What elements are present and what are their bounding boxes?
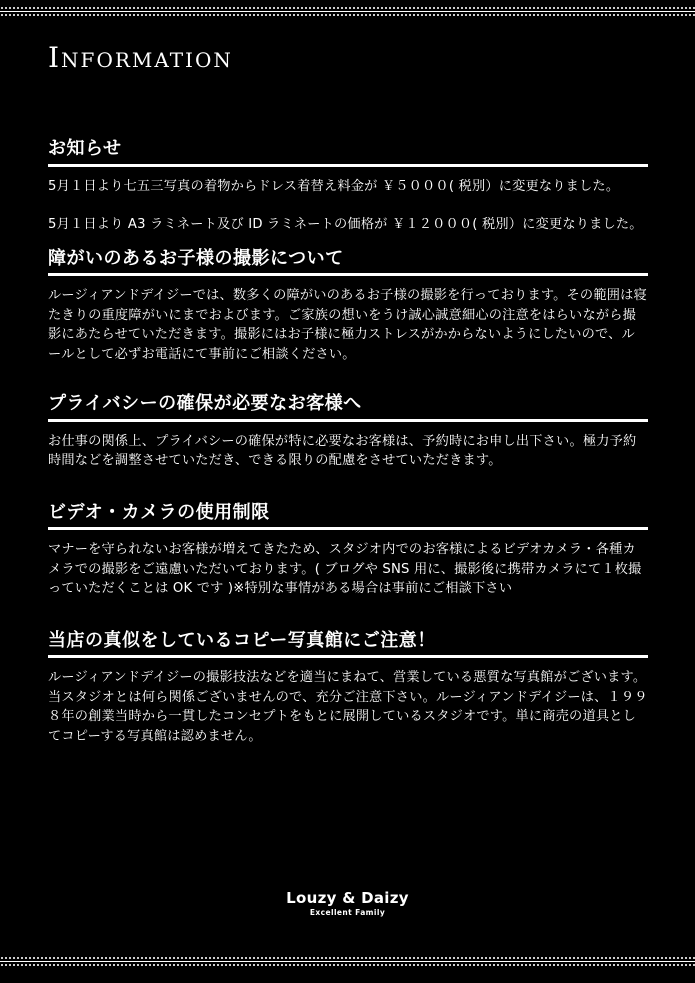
top-solid-line — [0, 11, 695, 12]
section-disabled-children — [48, 248, 648, 365]
section-heading: ビデオ・カメラの使用制限 — [48, 502, 648, 531]
bottom-dotted-line-2 — [0, 964, 695, 966]
section-paragraph: マナーを守られないお客様が増えてきたため、スタジオ内でのお客様によるビデオカメラ・各種カメラでの撮影をご遠慮いただいております。( ブログや SNS 用に、撮影後に携帯カメラにて１枚撮っていただくことは OK です )※特別な事情がある場合は事前にご相談下さい — [48, 542, 642, 597]
section-paragraph: 5月１日より七五三写真の着物からドレス着替え料金が ￥５０００( 税別）に変更なりました。 — [48, 178, 620, 194]
top-dotted-line-2 — [0, 14, 695, 16]
section-notice — [48, 138, 648, 235]
section-copycat-warning — [48, 630, 648, 747]
top-dotted-line-1 — [0, 7, 695, 9]
section-paragraph: 5月１日より A3 ラミネート及び ID ラミネートの価格が ￥１２０００( 税別）に変更なりました。 — [48, 217, 643, 233]
bottom-dotted-line-1 — [0, 957, 695, 959]
section-paragraph: ルージィアンドデイジーの撮影技法などを適当にまねて、営業している悪質な写真館がございます。当スタジオとは何ら関係ございませんので、充分ご注意下さい。ルージィアンドデイジーは、１９９８年の創業当時から一貫したコンセプトをもとに展開しているスタジオです。単に商売の道具としてコピーする写真館は認めません。 — [48, 670, 648, 744]
section-heading: お知らせ — [48, 138, 648, 167]
section-paragraph: ルージィアンドデイジーでは、数多くの障がいのあるお子様の撮影を行っております。その範囲は寝たきりの重度障がいにまでおよびます。ご家族の想いをうけ誠心誠意細心の注意をはらいながら撮影にあたらせていただきます。撮影にはお子様に極力ストレスがかからないようにしたいので、ルールとして必ずお電話にて事前にご相談ください。 — [48, 288, 647, 362]
section-privacy — [48, 393, 648, 471]
section-camera-restriction — [48, 502, 648, 599]
logo-sub-text: Excellent Family — [309, 908, 386, 917]
top-dotted-border — [0, 0, 695, 22]
bottom-dotted-border — [0, 952, 695, 974]
brand-logo — [0, 889, 695, 918]
logo-main-text: Louzy & Daizy — [286, 889, 409, 907]
bottom-solid-line — [0, 961, 695, 962]
section-heading: 障がいのあるお子様の撮影について — [48, 248, 648, 277]
section-heading: プライバシーの確保が必要なお客様へ — [48, 393, 648, 422]
section-paragraph: お仕事の関係上、プライバシーの確保が特に必要なお客様は、予約時にお申し出下さい。極力予約時間などを調整させていただき、できる限りの配慮をさせていただきます。 — [48, 433, 637, 469]
page-title: Information — [48, 41, 233, 74]
information-sections — [48, 138, 648, 746]
section-heading: 当店の真似をしているコピー写真館にご注意！ — [48, 630, 648, 659]
